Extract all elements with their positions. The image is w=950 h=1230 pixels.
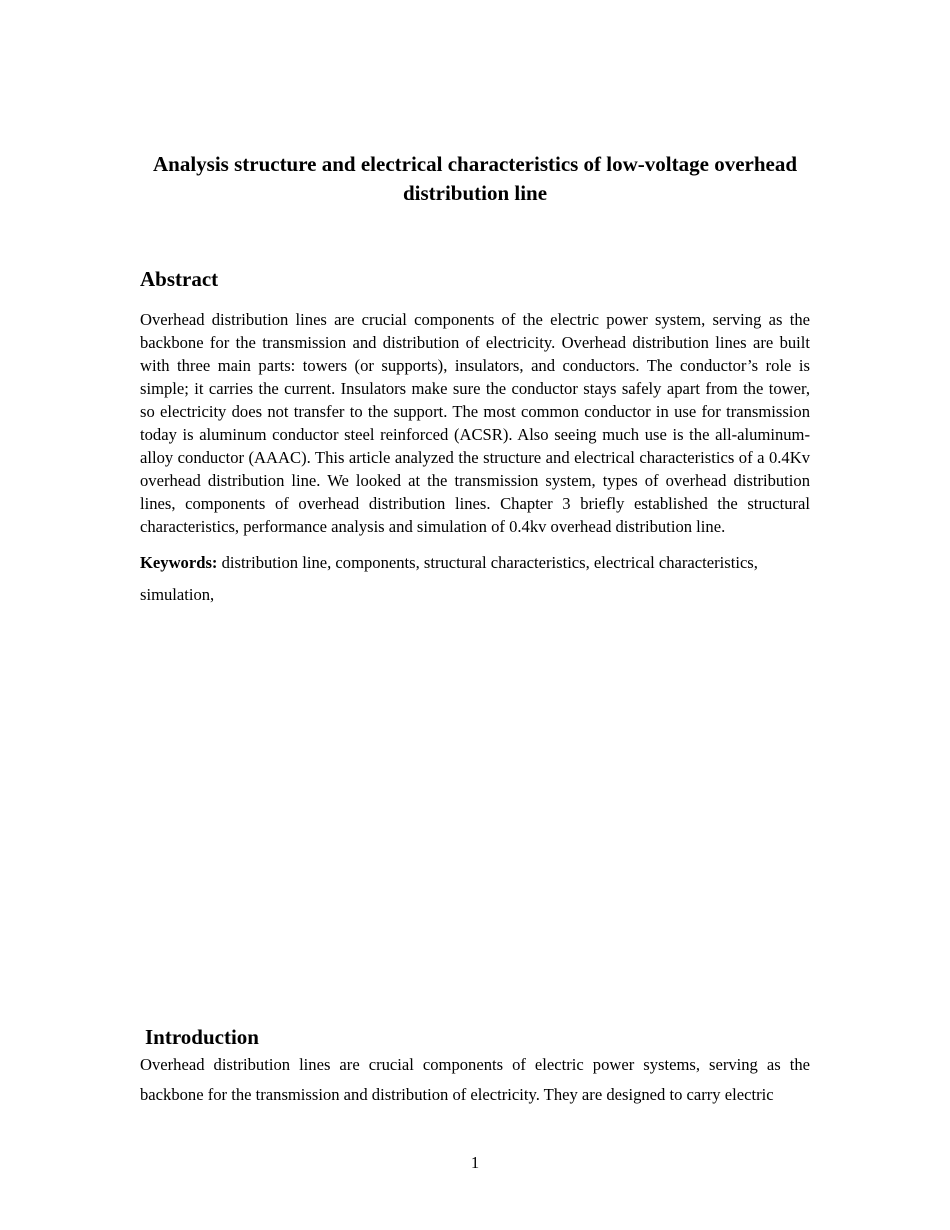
introduction-heading: Introduction	[145, 1025, 259, 1049]
abstract-heading: Abstract	[140, 267, 219, 291]
keywords-label: Keywords:	[140, 553, 218, 572]
abstract-paragraph: Overhead distribution lines are crucial components of the electric power system, serving as the backbone for the transmission and distribution of electricity. Overhead distribution lines are built with three main parts: towers (or supports), insulators, and conductors. The conductor’s role is simple; it carries the current. Insulators make sure the conductor stays safely apart from the tower, so electricity does not transfer to the support. The most common conductor in use for transmission today is aluminum conductor steel reinforced (ACSR). Also seeing much use is the all-aluminum-alloy conductor (AAAC). This article analyzed the structure and electrical characteristics of a 0.4Kv overhead distribution line. We looked at the transmission system, types of overhead distribution lines, components of overhead distribution lines. Chapter 3 briefly established the structural characteristics, performance analysis and simulation of 0.4kv overhead distribution line.	[140, 310, 810, 536]
introduction-paragraph: Overhead distribution lines are crucial components of electric power systems, serving as the backbone for the transmission and distribution of electricity. They are designed to carry electric	[140, 1055, 810, 1104]
keywords-line	[140, 547, 810, 611]
keywords-text: distribution line, components, structural characteristics, electrical characteristics, simulation,	[140, 553, 758, 604]
page-number: 1	[470, 1153, 480, 1172]
document-title: Analysis structure and electrical characteristics of low-voltage overhead distribution line	[152, 152, 798, 205]
